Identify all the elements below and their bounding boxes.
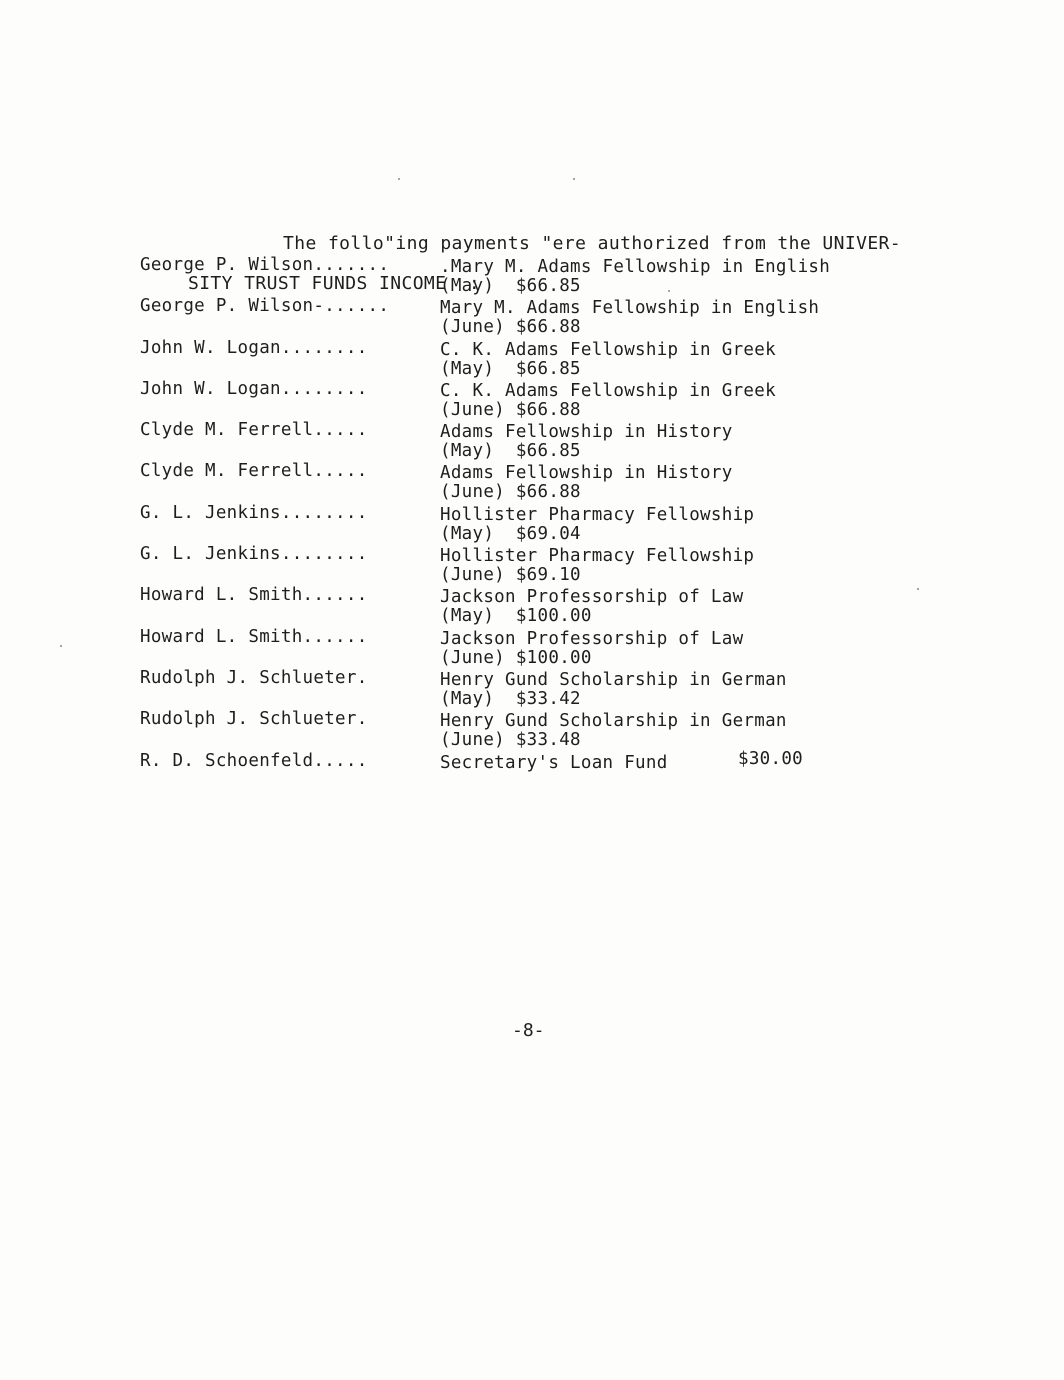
fund-description: Mary M. Adams Fellowship in English [440, 298, 820, 319]
paper-speck [60, 645, 62, 647]
payee-name: Clyde M. Ferrell..... [140, 420, 368, 441]
intro-line-1: The follo"ing payments "ere authorized from the UNIVER- [283, 233, 902, 254]
payments-list [140, 256, 920, 793]
payment-entry [140, 628, 920, 669]
payment-amount: (June) $100.00 [440, 647, 592, 668]
payee-name: John W. Logan........ [140, 337, 368, 358]
payment-entry [140, 256, 920, 297]
fund-description: Adams Fellowship in History [440, 422, 733, 443]
payment-amount: (June) $66.88 [440, 482, 581, 503]
payee-name: Rudolph J. Schlueter. [140, 709, 368, 730]
paper-speck [668, 290, 670, 292]
fund-description: Jackson Professorship of Law [440, 587, 744, 608]
payee-name: G. L. Jenkins........ [140, 544, 368, 565]
fund-description: Hollister Pharmacy Fellowship [440, 546, 755, 567]
payment-entry [140, 462, 920, 503]
paper-speck [917, 588, 919, 590]
payment-entry [140, 339, 920, 380]
paper-speck [573, 178, 575, 180]
payment-amount: (June) $33.48 [440, 730, 581, 751]
payment-entry [140, 504, 920, 545]
fund-description: C. K. Adams Fellowship in Greek [440, 339, 776, 360]
payee-name: G. L. Jenkins........ [140, 502, 368, 523]
payment-entry [140, 297, 920, 338]
payment-entry [140, 669, 920, 710]
intro-line-2: SITY TRUST FUNDS INCOME : [187, 273, 481, 294]
payment-amount: (May) $66.85 [440, 276, 581, 296]
fund-description: .Mary M. Adams Fellowship in English [440, 257, 831, 277]
payee-name: George P. Wilson....... [140, 255, 390, 275]
payment-entry [140, 545, 920, 586]
fund-description: Hollister Pharmacy Fellowship [440, 504, 755, 525]
payee-name: Rudolph J. Schlueter. [140, 667, 368, 688]
payee-name: George P. Wilson-...... [140, 296, 390, 317]
payment-amount: (June) $69.10 [440, 565, 581, 586]
fund-description: C. K. Adams Fellowship in Greek [440, 380, 776, 401]
payee-name: R. D. Schoenfeld..... [140, 750, 368, 771]
payment-amount: (June) $66.88 [440, 399, 581, 420]
fund-description: Henry Gund Scholarship in German [440, 669, 787, 690]
payment-entry [140, 380, 920, 421]
payee-name: Howard L. Smith...... [140, 626, 368, 647]
payment-amount: (May) $100.00 [440, 606, 592, 627]
payee-name: John W. Logan........ [140, 378, 368, 399]
payment-entry [140, 586, 920, 627]
payment-amount: (May) $66.85 [440, 441, 581, 462]
payee-name: Clyde M. Ferrell..... [140, 461, 368, 482]
payment-amount: (May) $69.04 [440, 523, 581, 544]
fund-description: Secretary's Loan Fund [440, 752, 668, 773]
fund-description: Jackson Professorship of Law [440, 628, 744, 649]
payment-entry [140, 710, 920, 751]
fund-description: Adams Fellowship in History [440, 463, 733, 484]
payment-entry [140, 748, 920, 793]
page-number: -8- [512, 1020, 545, 1041]
payment-amount: $30.00 [738, 748, 804, 769]
payment-amount: (June) $66.88 [440, 317, 581, 338]
payment-amount: (May) $66.85 [440, 358, 581, 379]
payment-amount: (May) $33.42 [440, 688, 581, 709]
paper-speck [398, 178, 400, 180]
payee-name: Howard L. Smith...... [140, 585, 368, 606]
fund-description: Henry Gund Scholarship in German [440, 711, 787, 732]
payment-entry [140, 421, 920, 462]
